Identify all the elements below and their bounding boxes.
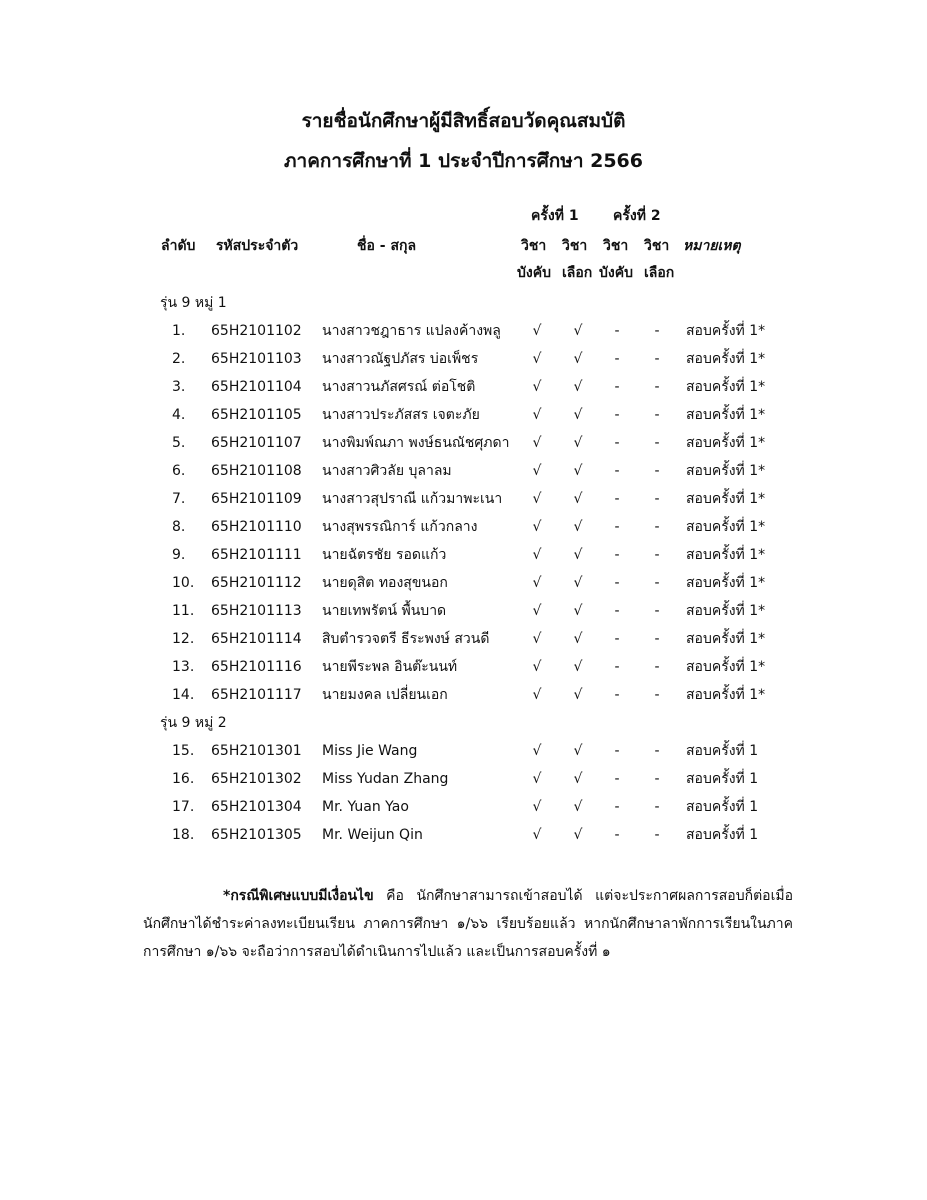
cell-no: 5. <box>172 435 186 451</box>
cell-r2-elective: - <box>654 491 660 507</box>
cell-r1-elective: √ <box>573 799 583 815</box>
cell-r2-elective: - <box>654 519 660 535</box>
cell-id: 65H2101305 <box>211 827 302 843</box>
cell-r2-compulsory: - <box>614 771 620 787</box>
cell-name: นางสาวณัฐปภัสร บ่อเพ็ชร <box>322 351 479 367</box>
cell-remark: สอบครั้งที่ 1* <box>686 547 766 563</box>
cell-r1-elective: √ <box>573 603 583 619</box>
cell-name: นางสาวชฎาธาร แปลงค้างพลู <box>322 323 501 339</box>
cell-no: 9. <box>172 547 186 563</box>
header-remark: หมายเหตุ <box>683 238 741 254</box>
cell-name: Mr. Weijun Qin <box>322 827 423 843</box>
cell-r2-elective: - <box>654 407 660 423</box>
cell-remark: สอบครั้งที่ 1* <box>686 351 766 367</box>
cell-remark: สอบครั้งที่ 1* <box>686 463 766 479</box>
header-round1: ครั้งที่ 1 <box>531 208 579 224</box>
cell-r2-compulsory: - <box>614 323 620 339</box>
cell-r2-elective: - <box>654 575 660 591</box>
cell-r2-compulsory: - <box>614 631 620 647</box>
cell-name: นายมงคล เปลี่ยนเอก <box>322 687 448 703</box>
cell-r2-compulsory: - <box>614 435 620 451</box>
note-heading: *กรณีพิเศษแบบมีเงื่อนไข <box>223 888 374 904</box>
group-label: รุ่น 9 หมู่ 1 <box>160 295 227 311</box>
cell-remark: สอบครั้งที่ 1* <box>686 659 766 675</box>
cell-r2-compulsory: - <box>614 379 620 395</box>
cell-id: 65H2101109 <box>211 491 302 507</box>
conditional-note <box>143 882 793 966</box>
cell-id: 65H2101117 <box>211 687 302 703</box>
cell-r1-compulsory: √ <box>532 519 542 535</box>
cell-r1-compulsory: √ <box>532 799 542 815</box>
cell-id: 65H2101103 <box>211 351 302 367</box>
cell-r1-elective: √ <box>573 631 583 647</box>
cell-name: Mr. Yuan Yao <box>322 799 409 815</box>
header-elective-r2: เลือก <box>644 265 675 281</box>
cell-remark: สอบครั้งที่ 1 <box>686 827 759 843</box>
cell-r1-compulsory: √ <box>532 743 542 759</box>
cell-name: นายเทพรัตน์ พื้นบาด <box>322 603 447 619</box>
cell-r2-compulsory: - <box>614 659 620 675</box>
cell-name: สิบตำรวจตรี ธีระพงษ์ สวนดี <box>322 631 490 647</box>
header-elective-r1: เลือก <box>562 265 593 281</box>
cell-name: นางสุพรรณิการ์ แก้วกลาง <box>322 519 478 535</box>
cell-r2-compulsory: - <box>614 799 620 815</box>
cell-r2-compulsory: - <box>614 575 620 591</box>
cell-no: 8. <box>172 519 186 535</box>
cell-r2-compulsory: - <box>614 491 620 507</box>
cell-remark: สอบครั้งที่ 1* <box>686 519 766 535</box>
cell-no: 15. <box>172 743 195 759</box>
cell-r2-compulsory: - <box>614 463 620 479</box>
cell-r2-elective: - <box>654 771 660 787</box>
cell-r2-elective: - <box>654 743 660 759</box>
cell-r1-elective: √ <box>573 379 583 395</box>
cell-r2-compulsory: - <box>614 351 620 367</box>
cell-remark: สอบครั้งที่ 1 <box>686 799 759 815</box>
cell-name: นายฉัตรชัย รอดแก้ว <box>322 547 447 563</box>
cell-remark: สอบครั้งที่ 1 <box>686 743 759 759</box>
cell-remark: สอบครั้งที่ 1* <box>686 407 766 423</box>
cell-no: 18. <box>172 827 195 843</box>
cell-name: Miss Yudan Zhang <box>322 771 449 787</box>
cell-no: 4. <box>172 407 186 423</box>
header-subject-r1c: วิชา <box>521 238 547 254</box>
cell-id: 65H2101116 <box>211 659 302 675</box>
cell-r1-elective: √ <box>573 435 583 451</box>
cell-r2-compulsory: - <box>614 603 620 619</box>
cell-id: 65H2101302 <box>211 771 302 787</box>
header-subject-r2e: วิชา <box>644 238 670 254</box>
cell-r1-elective: √ <box>573 659 583 675</box>
cell-no: 1. <box>172 323 186 339</box>
cell-r1-elective: √ <box>573 743 583 759</box>
cell-id: 65H2101110 <box>211 519 302 535</box>
header-id: รหัสประจำตัว <box>216 238 299 254</box>
cell-no: 12. <box>172 631 195 647</box>
document-title: รายชื่อนักศึกษาผู้มีสิทธิ์สอบวัดคุณสมบัติ <box>301 110 626 132</box>
cell-r1-elective: √ <box>573 351 583 367</box>
cell-r1-elective: √ <box>573 407 583 423</box>
cell-r1-elective: √ <box>573 575 583 591</box>
cell-r2-elective: - <box>654 547 660 563</box>
cell-r1-elective: √ <box>573 519 583 535</box>
cell-no: 2. <box>172 351 186 367</box>
document-subtitle: ภาคการศึกษาที่ 1 ประจำปีการศึกษา 2566 <box>284 150 643 172</box>
cell-r2-compulsory: - <box>614 519 620 535</box>
header-round2: ครั้งที่ 2 <box>613 208 661 224</box>
cell-r1-elective: √ <box>573 687 583 703</box>
cell-r2-elective: - <box>654 435 660 451</box>
cell-remark: สอบครั้งที่ 1* <box>686 687 766 703</box>
cell-r1-compulsory: √ <box>532 827 542 843</box>
cell-r1-elective: √ <box>573 827 583 843</box>
cell-r1-compulsory: √ <box>532 463 542 479</box>
cell-r1-compulsory: √ <box>532 435 542 451</box>
cell-r2-elective: - <box>654 379 660 395</box>
cell-no: 6. <box>172 463 186 479</box>
cell-r2-elective: - <box>654 323 660 339</box>
cell-remark: สอบครั้งที่ 1* <box>686 631 766 647</box>
cell-no: 17. <box>172 799 195 815</box>
cell-no: 10. <box>172 575 195 591</box>
cell-r2-compulsory: - <box>614 827 620 843</box>
cell-remark: สอบครั้งที่ 1* <box>686 603 766 619</box>
cell-r1-compulsory: √ <box>532 687 542 703</box>
cell-r1-elective: √ <box>573 491 583 507</box>
header-name: ชื่อ - สกุล <box>357 238 417 254</box>
cell-r2-elective: - <box>654 827 660 843</box>
cell-name: นางพิมพ์ณภา พงษ์ธนณัชศุภดา <box>322 435 510 451</box>
cell-r2-elective: - <box>654 687 660 703</box>
cell-name: นายดุสิต ทองสุขนอก <box>322 575 448 591</box>
cell-r2-elective: - <box>654 631 660 647</box>
cell-no: 14. <box>172 687 195 703</box>
cell-r1-elective: √ <box>573 547 583 563</box>
cell-id: 65H2101304 <box>211 799 302 815</box>
cell-r1-compulsory: √ <box>532 547 542 563</box>
cell-no: 11. <box>172 603 195 619</box>
cell-remark: สอบครั้งที่ 1* <box>686 575 766 591</box>
cell-no: 3. <box>172 379 186 395</box>
cell-id: 65H2101104 <box>211 379 302 395</box>
cell-remark: สอบครั้งที่ 1* <box>686 379 766 395</box>
cell-name: นายพีระพล อินต๊ะนนท์ <box>322 659 458 675</box>
cell-no: 13. <box>172 659 195 675</box>
cell-r1-compulsory: √ <box>532 351 542 367</box>
cell-name: นางสาวนภัสศรณ์ ต่อโชติ <box>322 379 476 395</box>
cell-id: 65H2101113 <box>211 603 302 619</box>
cell-r1-elective: √ <box>573 323 583 339</box>
cell-id: 65H2101108 <box>211 463 302 479</box>
cell-r1-elective: √ <box>573 463 583 479</box>
cell-r2-elective: - <box>654 463 660 479</box>
cell-r1-compulsory: √ <box>532 631 542 647</box>
cell-no: 16. <box>172 771 195 787</box>
cell-r2-compulsory: - <box>614 407 620 423</box>
header-subject-r1e: วิชา <box>562 238 588 254</box>
cell-id: 65H2101114 <box>211 631 302 647</box>
cell-r1-compulsory: √ <box>532 771 542 787</box>
group-label: รุ่น 9 หมู่ 2 <box>160 715 227 731</box>
cell-id: 65H2101105 <box>211 407 302 423</box>
cell-remark: สอบครั้งที่ 1 <box>686 771 759 787</box>
header-no: ลำดับ <box>161 238 196 254</box>
cell-remark: สอบครั้งที่ 1* <box>686 491 766 507</box>
cell-r2-compulsory: - <box>614 547 620 563</box>
cell-remark: สอบครั้งที่ 1* <box>686 435 766 451</box>
header-compulsory-r1: บังคับ <box>517 265 551 281</box>
cell-r2-compulsory: - <box>614 687 620 703</box>
cell-r1-compulsory: √ <box>532 659 542 675</box>
cell-no: 7. <box>172 491 186 507</box>
cell-r1-compulsory: √ <box>532 407 542 423</box>
cell-id: 65H2101112 <box>211 575 302 591</box>
cell-r2-elective: - <box>654 351 660 367</box>
header-subject-r2c: วิชา <box>603 238 629 254</box>
cell-r2-elective: - <box>654 659 660 675</box>
cell-remark: สอบครั้งที่ 1* <box>686 323 766 339</box>
cell-r1-compulsory: √ <box>532 323 542 339</box>
header-compulsory-r2: บังคับ <box>599 265 633 281</box>
cell-id: 65H2101102 <box>211 323 302 339</box>
cell-name: นางสาวศิวลัย บุลาลม <box>322 463 452 479</box>
cell-name: Miss Jie Wang <box>322 743 418 759</box>
cell-name: นางสาวประภัสสร เจตะภัย <box>322 407 480 423</box>
cell-name: นางสาวสุปราณี แก้วมาพะเนา <box>322 491 503 507</box>
cell-r1-elective: √ <box>573 771 583 787</box>
cell-r1-compulsory: √ <box>532 379 542 395</box>
cell-r1-compulsory: √ <box>532 603 542 619</box>
note-body: คือ นักศึกษาสามารถเข้าสอบได้ แต่จะประกาศผลการสอบก็ต่อเมื่อนักศึกษาได้ชำระค่าลงทะเบียนเรียน ภาคการศึกษา ๑/๖๖ เรียบร้อยแล้ว หากนักศึกษาลาพักการเรียนในภาคการศึกษา ๑/๖๖ จะถือว่าการสอบได้ดำเนินการไปแล้ว และเป็นการสอบครั้งที่ ๑ <box>143 888 793 960</box>
cell-id: 65H2101107 <box>211 435 302 451</box>
cell-r1-compulsory: √ <box>532 575 542 591</box>
cell-r2-elective: - <box>654 799 660 815</box>
cell-r1-compulsory: √ <box>532 491 542 507</box>
cell-r2-compulsory: - <box>614 743 620 759</box>
cell-r2-elective: - <box>654 603 660 619</box>
cell-id: 65H2101301 <box>211 743 302 759</box>
cell-id: 65H2101111 <box>211 547 302 563</box>
